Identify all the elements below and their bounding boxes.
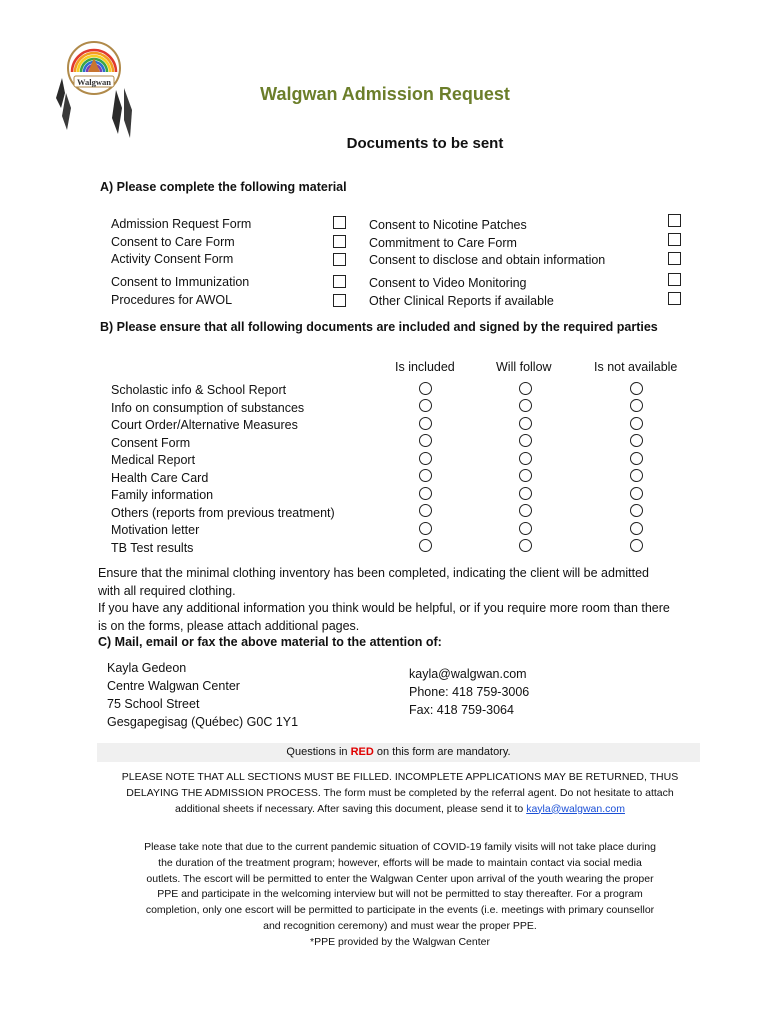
radio-will-follow[interactable] <box>519 382 532 395</box>
covid-notice <box>100 840 700 951</box>
section-a-left-list-2 <box>111 274 249 309</box>
list-item: Procedures for AWOL <box>111 292 233 307</box>
list-item: Consent to Care Form <box>111 234 235 249</box>
radio-is-not-available[interactable] <box>630 487 643 500</box>
checkbox-admission-request-form[interactable] <box>333 216 346 229</box>
page-subtitle: Documents to be sent <box>346 135 504 152</box>
checkbox-consent-to-video-monitoring[interactable] <box>668 273 681 286</box>
mandatory-red-word: RED <box>350 746 374 758</box>
incomplete-application-note <box>100 770 700 817</box>
list-item: Activity Consent Form <box>111 252 234 266</box>
radio-is-not-available[interactable] <box>630 469 643 482</box>
paragraph-line: is on the forms, please attach additional pages. <box>98 618 360 633</box>
radio-is-included[interactable] <box>419 399 432 412</box>
covid-line: Please take note that due to the current pandemic situation of COVID-19 family visits will not take place during <box>144 841 656 853</box>
checkbox-commitment-to-care-form[interactable] <box>668 233 681 246</box>
contact-fax: Fax: 418 759-3064 <box>409 703 514 717</box>
radio-will-follow[interactable] <box>519 504 532 517</box>
address-line: Centre Walgwan Center <box>107 679 240 693</box>
list-item: Admission Request Form <box>111 217 252 231</box>
radio-is-not-available[interactable] <box>630 382 643 395</box>
contact-email[interactable]: kayla@walgwan.com <box>409 667 527 681</box>
section-a-right-list-2 <box>369 275 554 310</box>
contact-details <box>409 665 529 719</box>
section-a-heading: A) Please complete the following material <box>100 180 347 194</box>
list-item: Consent to Immunization <box>111 275 250 289</box>
table-row-label: TB Test results <box>111 540 194 555</box>
radio-will-follow[interactable] <box>519 399 532 412</box>
radio-is-included[interactable] <box>419 469 432 482</box>
radio-is-included[interactable] <box>419 417 432 430</box>
mandatory-text-before: Questions in <box>286 746 351 758</box>
note-line: PLEASE NOTE THAT ALL SECTIONS MUST BE FILLED. INCOMPLETE APPLICATIONS MAY BE RETURNED, THUS <box>121 771 679 783</box>
note-line: DELAYING THE ADMISSION PROCESS. The form must be completed by the referral agent. Do not hesitate to attach <box>126 786 674 799</box>
radio-will-follow[interactable] <box>519 539 532 552</box>
table-row-label: Motivation letter <box>111 523 200 537</box>
section-c-heading: C) Mail, email or fax the above material to the attention of: <box>98 635 442 649</box>
table-row-label: Others (reports from previous treatment) <box>111 505 335 520</box>
covid-line: outlets. The escort will be permitted to enter the Walgwan Center upon arrival of the youth wearing the proper <box>146 872 654 885</box>
checkbox-consent-to-immunization[interactable] <box>333 275 346 288</box>
column-header-will-follow: Will follow <box>496 360 552 374</box>
covid-line: *PPE provided by the Walgwan Center <box>310 935 490 948</box>
mandatory-notice <box>97 743 700 762</box>
section-a-right-list-1 <box>369 217 605 270</box>
table-row-label: Family information <box>111 488 214 502</box>
radio-will-follow[interactable] <box>519 469 532 482</box>
paragraph-line: Ensure that the minimal clothing inventory has been completed, indicating the client will be admitted <box>98 566 650 580</box>
radio-is-included[interactable] <box>419 487 432 500</box>
column-header-is-not-available: Is not available <box>594 360 678 374</box>
radio-will-follow[interactable] <box>519 417 532 430</box>
contact-name: Kayla Gedeon <box>107 661 187 675</box>
table-row-label: Medical Report <box>111 453 196 467</box>
radio-will-follow[interactable] <box>519 522 532 535</box>
radio-is-included[interactable] <box>419 504 432 517</box>
note-line <box>100 802 700 818</box>
radio-will-follow[interactable] <box>519 452 532 465</box>
radio-is-included[interactable] <box>419 382 432 395</box>
checkbox-consent-to-disclose[interactable] <box>668 252 681 265</box>
checkbox-other-clinical-reports[interactable] <box>668 292 681 305</box>
email-link[interactable]: kayla@walgwan.com <box>526 802 625 815</box>
table-row-label: Court Order/Alternative Measures <box>111 418 298 432</box>
covid-line: PPE and participate in the welcoming interview but will not be permitted to stay thereafter. For a program <box>157 888 643 901</box>
table-row-label: Scholastic info & School Report <box>111 383 287 397</box>
contact-address <box>107 659 298 731</box>
covid-line: the duration of the treatment program; however, efforts will be made to maintain contact via social media <box>158 856 642 869</box>
radio-is-included[interactable] <box>419 452 432 465</box>
address-line: 75 School Street <box>107 697 200 711</box>
radio-is-included[interactable] <box>419 539 432 552</box>
radio-is-included[interactable] <box>419 522 432 535</box>
paragraph-line: If you have any additional information you think would be helpful, or if you require more room than there <box>98 601 670 615</box>
list-item: Consent to disclose and obtain information <box>369 253 606 267</box>
column-header-is-included: Is included <box>395 360 455 374</box>
section-a-left-list-1 <box>111 216 251 269</box>
checkbox-procedures-for-awol[interactable] <box>333 294 346 307</box>
section-b-document-list <box>111 382 335 557</box>
clothing-inventory-paragraph <box>98 565 708 635</box>
checkbox-consent-to-care-form[interactable] <box>333 235 346 248</box>
checkbox-consent-to-nicotine-patches[interactable] <box>668 214 681 227</box>
list-item: Other Clinical Reports if available <box>369 293 554 308</box>
covid-line: and recognition ceremony) and must wear the proper PPE. <box>263 919 537 932</box>
radio-is-not-available[interactable] <box>630 434 643 447</box>
list-item: Consent to Nicotine Patches <box>369 218 527 232</box>
contact-phone: Phone: 418 759-3006 <box>409 685 530 699</box>
radio-is-not-available[interactable] <box>630 452 643 465</box>
table-row-label: Consent Form <box>111 435 191 450</box>
radio-is-not-available[interactable] <box>630 504 643 517</box>
note-line-text: additional sheets if necessary. After saving this document, please send it to <box>175 802 527 815</box>
address-line: Gesgapegisag (Québec) G0C 1Y1 <box>107 715 299 729</box>
section-b-heading: B) Please ensure that all following documents are included and signed by the required parties <box>100 320 658 334</box>
table-row-label: Info on consumption of substances <box>111 400 305 415</box>
mandatory-text-after: on this form are mandatory. <box>373 746 511 758</box>
radio-is-included[interactable] <box>419 434 432 447</box>
list-item: Commitment to Care Form <box>369 235 517 250</box>
paragraph-line: with all required clothing. <box>98 583 236 598</box>
logo-text: Walgwan <box>76 77 112 87</box>
radio-is-not-available[interactable] <box>630 399 643 412</box>
page-title: Walgwan Admission Request <box>260 84 510 104</box>
list-item: Consent to Video Monitoring <box>369 276 527 290</box>
table-row-label: Health Care Card <box>111 470 209 485</box>
radio-is-not-available[interactable] <box>630 539 643 552</box>
radio-will-follow[interactable] <box>519 434 532 447</box>
radio-is-not-available[interactable] <box>630 417 643 430</box>
radio-will-follow[interactable] <box>519 487 532 500</box>
covid-line: completion, only one escort will be permitted to participate in the events (i.e. meetings with primary counsellor <box>145 904 655 917</box>
radio-is-not-available[interactable] <box>630 522 643 535</box>
checkbox-activity-consent-form[interactable] <box>333 253 346 266</box>
